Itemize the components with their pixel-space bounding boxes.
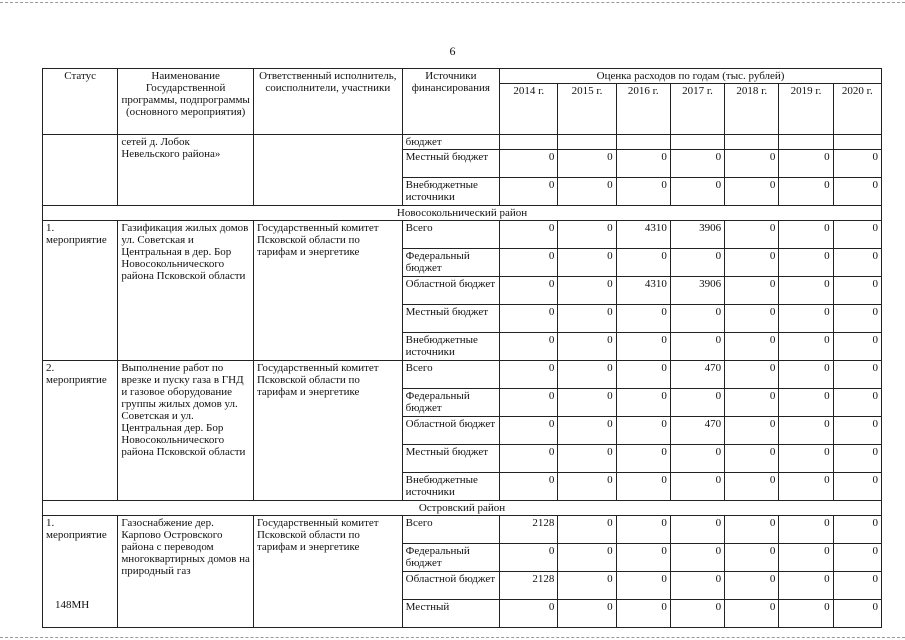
header-funding-sources: Источники финансирования (402, 69, 499, 135)
value-cell: 0 (616, 417, 670, 445)
value-cell: 0 (779, 305, 833, 333)
value-cell: 0 (779, 333, 833, 361)
table-row (43, 516, 882, 544)
header-program-name: Наименование Государственной программы, подпрограммы (основного мероприятия) (118, 69, 254, 135)
value-cell: 0 (779, 361, 833, 389)
value-cell: 0 (833, 544, 881, 572)
page-number: 6 (449, 44, 456, 58)
value-cell: 3906 (670, 277, 724, 305)
value-cell: 0 (616, 333, 670, 361)
value-cell: 0 (725, 305, 779, 333)
value-cell: 0 (500, 333, 558, 361)
value-cell: 0 (558, 600, 616, 628)
value-cell: 0 (616, 473, 670, 501)
header-status: Статус (43, 69, 118, 135)
value-cell: 0 (670, 150, 724, 178)
value-cell: 0 (833, 389, 881, 417)
value-cell: 0 (670, 445, 724, 473)
value-cell: 0 (500, 544, 558, 572)
executor-cell: Государственный комитет Псковской области по тарифам и энергетике (253, 361, 402, 501)
section-row (43, 501, 882, 516)
header-year: 2016 г. (616, 84, 670, 135)
section-row (43, 206, 882, 221)
value-cell: 0 (670, 389, 724, 417)
value-cell: 0 (670, 572, 724, 600)
value-cell: 0 (500, 417, 558, 445)
funding-source-cell: Местный бюджет (402, 445, 499, 473)
header-year: 2019 г. (779, 84, 833, 135)
program-name-cell: сетей д. Лобок Невельского района» (118, 135, 254, 206)
value-cell: 0 (833, 473, 881, 501)
value-cell: 0 (779, 516, 833, 544)
value-cell: 0 (670, 178, 724, 206)
header-year: 2015 г. (558, 84, 616, 135)
value-cell: 0 (779, 178, 833, 206)
value-cell: 0 (833, 150, 881, 178)
value-cell: 0 (500, 249, 558, 277)
value-cell: 0 (779, 572, 833, 600)
value-cell: 0 (558, 572, 616, 600)
value-cell: 0 (670, 333, 724, 361)
header-year: 2020 г. (833, 84, 881, 135)
value-cell: 0 (500, 221, 558, 249)
value-cell: 0 (725, 361, 779, 389)
value-cell: 0 (558, 417, 616, 445)
value-cell (779, 135, 833, 150)
program-name-cell: Газификация жилых домов ул. Советская и Центральная в дер. Бор Новосокольнического района Псковской области (118, 221, 254, 361)
value-cell: 0 (779, 445, 833, 473)
value-cell: 0 (558, 277, 616, 305)
value-cell (670, 135, 724, 150)
document-code: 148МН (55, 599, 90, 611)
value-cell: 0 (779, 249, 833, 277)
funding-source-cell: Всего (402, 516, 499, 544)
value-cell (558, 135, 616, 150)
value-cell: 0 (558, 473, 616, 501)
header-year: 2018 г. (725, 84, 779, 135)
table-row (43, 361, 882, 389)
value-cell: 0 (500, 305, 558, 333)
value-cell: 0 (616, 150, 670, 178)
value-cell: 470 (670, 361, 724, 389)
value-cell: 0 (500, 361, 558, 389)
value-cell: 0 (500, 473, 558, 501)
value-cell: 3906 (670, 221, 724, 249)
executor-cell: Государственный комитет Псковской области по тарифам и энергетике (253, 516, 402, 628)
funding-source-cell: Областной бюджет (402, 417, 499, 445)
value-cell: 0 (833, 277, 881, 305)
funding-source-cell: Местный бюджет (402, 150, 499, 178)
value-cell: 0 (616, 572, 670, 600)
funding-source-cell: Местный (402, 600, 499, 628)
value-cell: 0 (779, 277, 833, 305)
funding-source-cell: Внебюджетные источники (402, 473, 499, 501)
value-cell: 0 (616, 361, 670, 389)
header-expense-estimate: Оценка расходов по годам (тыс. рублей) (500, 69, 882, 84)
value-cell: 470 (670, 417, 724, 445)
value-cell: 0 (725, 417, 779, 445)
value-cell: 0 (725, 600, 779, 628)
value-cell: 0 (558, 333, 616, 361)
value-cell: 0 (558, 221, 616, 249)
value-cell: 0 (558, 389, 616, 417)
value-cell: 0 (670, 473, 724, 501)
executor-cell: Государственный комитет Псковской области по тарифам и энергетике (253, 221, 402, 361)
value-cell: 4310 (616, 277, 670, 305)
status-cell (43, 135, 118, 206)
value-cell: 0 (500, 600, 558, 628)
table-row (43, 135, 882, 150)
value-cell: 0 (833, 221, 881, 249)
value-cell: 0 (670, 249, 724, 277)
funding-source-cell: Федеральный бюджет (402, 249, 499, 277)
funding-source-cell: Всего (402, 221, 499, 249)
value-cell: 0 (670, 600, 724, 628)
value-cell: 0 (725, 544, 779, 572)
value-cell: 0 (500, 277, 558, 305)
value-cell: 0 (779, 417, 833, 445)
section-title: Новосокольнический район (43, 206, 882, 221)
value-cell: 0 (779, 600, 833, 628)
section-title: Островский район (43, 501, 882, 516)
funding-source-cell: Всего (402, 361, 499, 389)
value-cell: 0 (833, 516, 881, 544)
value-cell: 0 (779, 150, 833, 178)
value-cell: 0 (616, 516, 670, 544)
value-cell: 0 (833, 305, 881, 333)
scan-bottom-edge (0, 637, 905, 638)
value-cell (725, 135, 779, 150)
value-cell: 2128 (500, 572, 558, 600)
value-cell (833, 135, 881, 150)
table-body (43, 135, 882, 628)
scan-top-edge (0, 2, 905, 3)
value-cell: 4310 (616, 221, 670, 249)
value-cell: 0 (725, 333, 779, 361)
program-name-cell: Выполнение работ по врезке и пуску газа в ГНД и газовое оборудование группы жилых домов ул. Советская и ул. Центральная дер. Бор Новосокольнического района Псковской области (118, 361, 254, 501)
funding-source-cell: Внебюджетные источники (402, 333, 499, 361)
funding-source-cell: Местный бюджет (402, 305, 499, 333)
table-row (43, 221, 882, 249)
value-cell: 0 (725, 277, 779, 305)
value-cell: 0 (616, 305, 670, 333)
value-cell: 0 (833, 600, 881, 628)
funding-source-cell: бюджет (402, 135, 499, 150)
funding-source-cell: Внебюджетные источники (402, 178, 499, 206)
value-cell: 0 (558, 544, 616, 572)
value-cell: 0 (833, 417, 881, 445)
value-cell: 0 (725, 516, 779, 544)
funding-source-cell: Федеральный бюджет (402, 389, 499, 417)
header-year: 2014 г. (500, 84, 558, 135)
header-executor: Ответственный исполнитель, соисполнители, участники (253, 69, 402, 135)
value-cell: 0 (616, 544, 670, 572)
value-cell: 0 (616, 600, 670, 628)
value-cell: 0 (616, 178, 670, 206)
value-cell: 0 (725, 249, 779, 277)
funding-source-cell: Федеральный бюджет (402, 544, 499, 572)
value-cell: 0 (500, 445, 558, 473)
value-cell: 0 (616, 445, 670, 473)
value-cell: 0 (558, 178, 616, 206)
program-name-cell: Газоснабжение дер. Карпово Островского района с переводом многоквартирных домов на природный газ (118, 516, 254, 628)
value-cell: 0 (779, 221, 833, 249)
value-cell: 0 (779, 473, 833, 501)
value-cell: 0 (725, 473, 779, 501)
value-cell: 0 (725, 150, 779, 178)
value-cell: 0 (616, 249, 670, 277)
value-cell: 0 (725, 221, 779, 249)
header-row (43, 69, 882, 84)
value-cell: 0 (833, 572, 881, 600)
value-cell: 0 (558, 361, 616, 389)
value-cell: 0 (725, 572, 779, 600)
value-cell: 0 (558, 516, 616, 544)
value-cell: 0 (616, 389, 670, 417)
value-cell: 0 (670, 305, 724, 333)
value-cell: 0 (500, 178, 558, 206)
value-cell: 0 (670, 544, 724, 572)
value-cell: 0 (670, 516, 724, 544)
executor-cell (253, 135, 402, 206)
value-cell: 0 (725, 178, 779, 206)
value-cell: 0 (833, 249, 881, 277)
value-cell (500, 135, 558, 150)
value-cell: 2128 (500, 516, 558, 544)
value-cell: 0 (725, 389, 779, 417)
value-cell: 0 (725, 445, 779, 473)
expenditure-table (42, 68, 882, 628)
value-cell (616, 135, 670, 150)
status-cell: 1. мероприятие (43, 221, 118, 361)
value-cell: 0 (558, 249, 616, 277)
header-year: 2017 г. (670, 84, 724, 135)
value-cell: 0 (833, 333, 881, 361)
status-cell: 2. мероприятие (43, 361, 118, 501)
funding-source-cell: Областной бюджет (402, 277, 499, 305)
value-cell: 0 (558, 150, 616, 178)
value-cell: 0 (833, 445, 881, 473)
value-cell: 0 (500, 389, 558, 417)
value-cell: 0 (833, 178, 881, 206)
value-cell: 0 (779, 544, 833, 572)
value-cell: 0 (558, 305, 616, 333)
value-cell: 0 (500, 150, 558, 178)
funding-source-cell: Областной бюджет (402, 572, 499, 600)
value-cell: 0 (779, 389, 833, 417)
value-cell: 0 (558, 445, 616, 473)
status-cell: 1. мероприятие (43, 516, 118, 628)
value-cell: 0 (833, 361, 881, 389)
